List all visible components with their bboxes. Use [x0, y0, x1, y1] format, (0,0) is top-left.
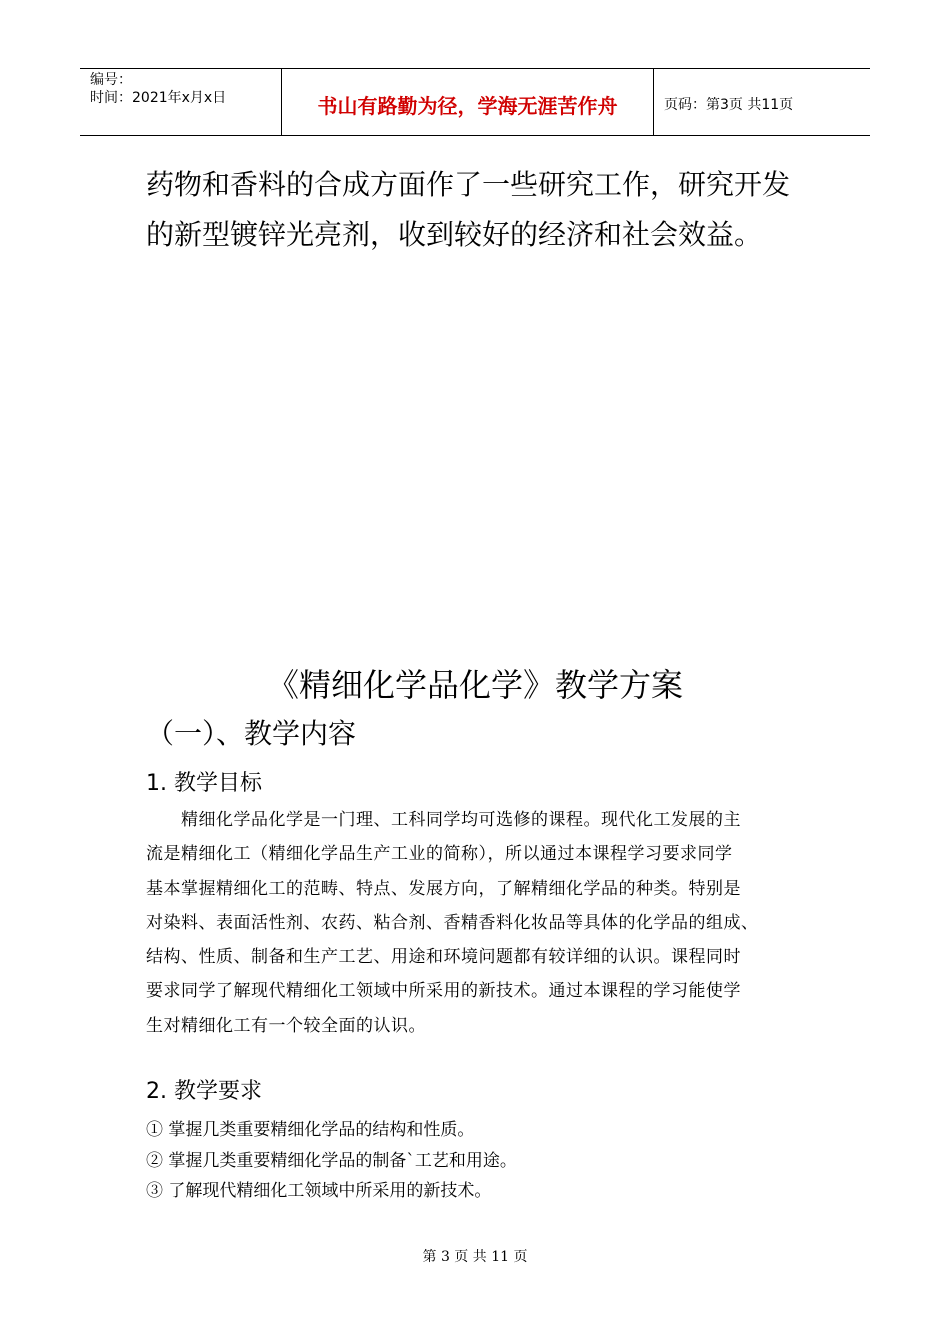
header-motto: 书山有路勤为径，学海无涯苦作舟 — [282, 69, 654, 135]
paragraph-line: 对染料、表面活性剂、农药、粘合剂、香精香料化妆品等具体的化学品的组成、 — [146, 912, 759, 933]
objectives-paragraph — [146, 803, 826, 1043]
document-title: 《精细化学品化学》教学方案 — [266, 666, 683, 704]
paragraph-line: 要求同学了解现代精细化工领域中所采用的新技术。通过本课程的学习能使学 — [146, 981, 741, 1002]
paragraph-line: 流是精细化工（精细化学品生产工业的简称），所以通过本课程学习要求同学 — [146, 844, 733, 865]
continued-line: 药物和香料的合成方面作了一些研究工作，研究开发 — [146, 168, 791, 201]
subheading-objectives: 1. 教学目标 — [146, 771, 262, 796]
continued-line: 的新型镀锌光亮剂，收到较好的经济和社会效益。 — [146, 218, 763, 251]
list-item: ② 掌握几类重要精细化学品的制备`工艺和用途。 — [146, 1150, 517, 1171]
list-item: ③ 了解现代精细化工领域中所采用的新技术。 — [146, 1181, 492, 1201]
requirements-list — [146, 1115, 517, 1207]
list-item: ① 掌握几类重要精细化学品的结构和性质。 — [146, 1120, 475, 1140]
paragraph-line: 精细化学品化学是一门理、工科同学均可选修的课程。现代化工发展的主 — [146, 810, 741, 830]
continued-paragraph — [146, 160, 846, 260]
subheading-requirements: 2. 教学要求 — [146, 1079, 262, 1104]
header-meta — [80, 69, 282, 135]
paragraph-line: 结构、性质、制备和生产工艺、用途和环境问题都有较详细的认识。课程同时 — [146, 947, 741, 968]
header-page-info: 页码：第3页 共11页 — [664, 97, 794, 113]
section-heading: （一）、教学内容 — [146, 717, 357, 750]
paragraph-line: 基本掌握精细化工的范畴、特点、发展方向，了解精细化学品的种类。特别是 — [146, 878, 741, 899]
page-footer: 第 3 页 共 11 页 — [422, 1249, 528, 1265]
page-header — [80, 68, 870, 136]
number-label: 编号： — [90, 72, 132, 88]
paragraph-line: 生对精细化工有一个较全面的认识。 — [146, 1015, 426, 1036]
time-label: 时间：2021年x月x日 — [90, 90, 227, 106]
